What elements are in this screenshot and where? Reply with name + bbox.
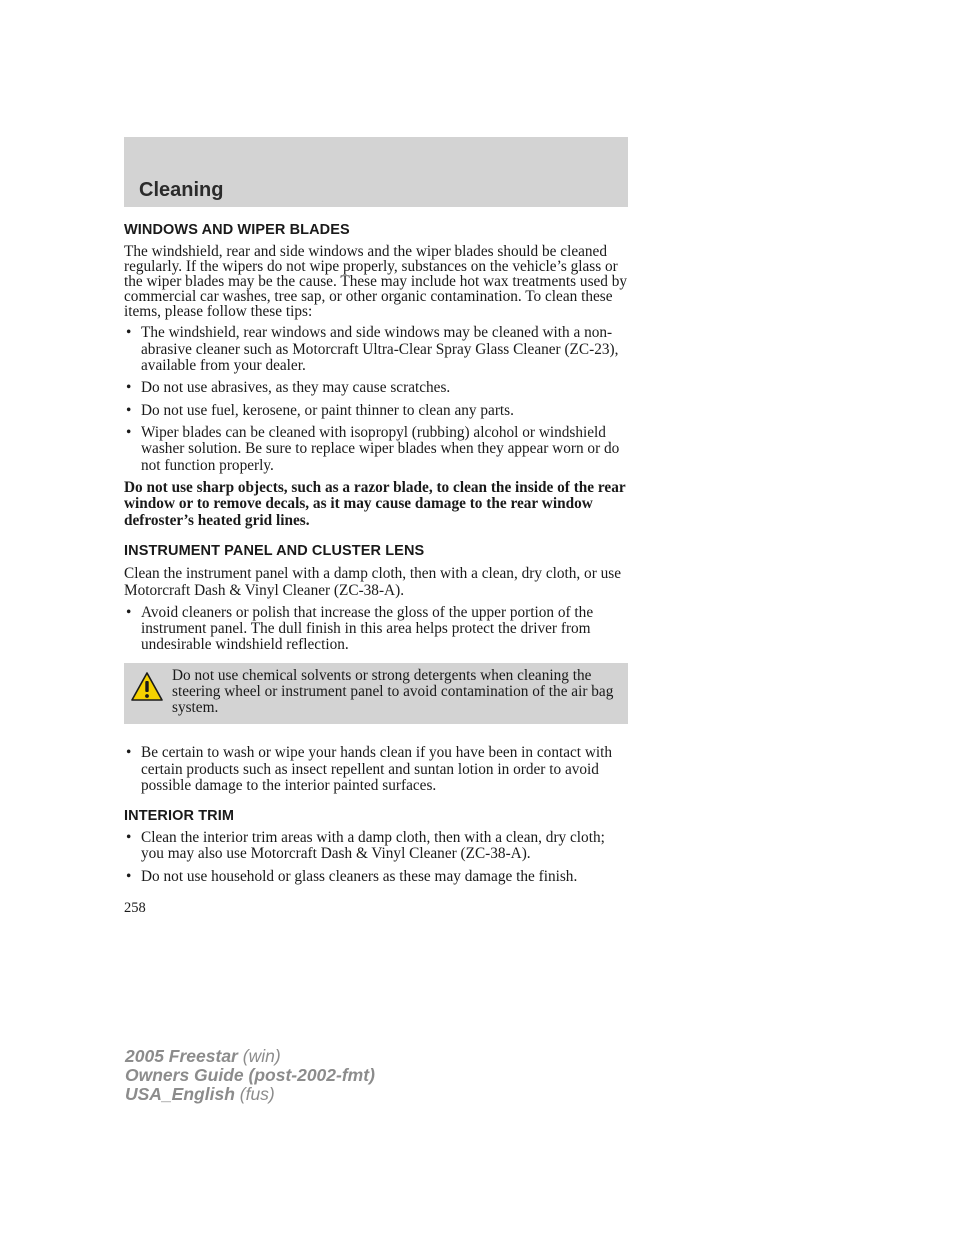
footer-line-2 [125, 1066, 375, 1085]
footer-line-3 [125, 1085, 375, 1104]
list-item: • Do not use fuel, kerosene, or paint thinner to clean any parts. [124, 403, 628, 419]
list-item: • Wiper blades can be cleaned with isopropyl (rubbing) alcohol or windshield washer solution. Be sure to replace wiper blades when they appear worn or do not function properly. [124, 425, 628, 474]
footer-line-1 [125, 1047, 375, 1066]
footer-language-code: (fus) [234, 1083, 275, 1104]
list-item: • The windshield, rear windows and side windows may be cleaned with a non-abrasive cleaner such as Motorcraft Ultra-Clear Spray Glass Cleaner (ZC-23), available from your dealer. [124, 325, 628, 374]
footer-model-code: (win) [237, 1046, 281, 1066]
trim-bullet-list [124, 830, 628, 885]
list-item: • Do not use abrasives, as they may cause scratches. [124, 380, 628, 396]
windows-bold-warning: Do not use sharp objects, such as a razor blade, to clean the inside of the rear window or to remove decals, as it may cause damage to the rear window defroster’s heated grid lines. [124, 478, 626, 529]
instrument-intro: Clean the instrument panel with a damp cloth, then with a clean, dry cloth, or use Motorcraft Dash & Vinyl Cleaner (ZC-38-A). [124, 565, 622, 599]
list-item: • Do not use household or glass cleaners as these may damage the finish. [124, 869, 628, 885]
section-heading-windows: WINDOWS AND WIPER BLADES [124, 222, 350, 238]
windows-bullet-list [124, 325, 628, 473]
airbag-warning-text: Do not use chemical solvents or strong detergents when cleaning the steering wheel or instrument panel to avoid contamination of the air bag system. [172, 666, 614, 717]
page-content [124, 221, 628, 916]
chapter-header-band [124, 137, 628, 207]
chapter-title: Cleaning [139, 179, 224, 201]
airbag-warning-box [124, 663, 628, 725]
page-number: 258 [124, 900, 146, 917]
warning-triangle-icon [130, 671, 164, 703]
document-footer [125, 1047, 375, 1103]
footer-model: 2005 Freestar [125, 1046, 238, 1066]
list-item: • Avoid cleaners or polish that increase the gloss of the upper portion of the instrument panel. The dull finish in this area helps protect the driver from undesirable windshield reflection. [124, 605, 628, 654]
windows-intro: The windshield, rear and side windows and the wiper blades should be cleaned regularly. If the wipers do not wipe properly, substances on the vehicle’s glass or the wiper blades may be the cause. These may include hot wax treatments used by commercial car washes, tree sap, or other organic contamination. To clean these items, please follow these tips: [124, 243, 628, 321]
section-heading-trim: INTERIOR TRIM [124, 808, 235, 825]
section-heading-instrument: INSTRUMENT PANEL AND CLUSTER LENS [124, 543, 425, 560]
list-item: • Clean the interior trim areas with a damp cloth, then with a clean, dry cloth; you may also use Motorcraft Dash & Vinyl Cleaner (ZC-38-A). [124, 830, 628, 863]
instrument-bullet-list [124, 605, 628, 654]
footer-guide: Owners Guide (post-2002-fmt) [125, 1064, 375, 1085]
footer-language: USA_English [125, 1083, 235, 1104]
instrument-bullet-list-2 [124, 745, 628, 794]
list-item: • Be certain to wash or wipe your hands clean if you have been in contact with certain products such as insect repellent and suntan lotion in order to avoid possible damage to the interior painted surfaces. [124, 745, 628, 794]
